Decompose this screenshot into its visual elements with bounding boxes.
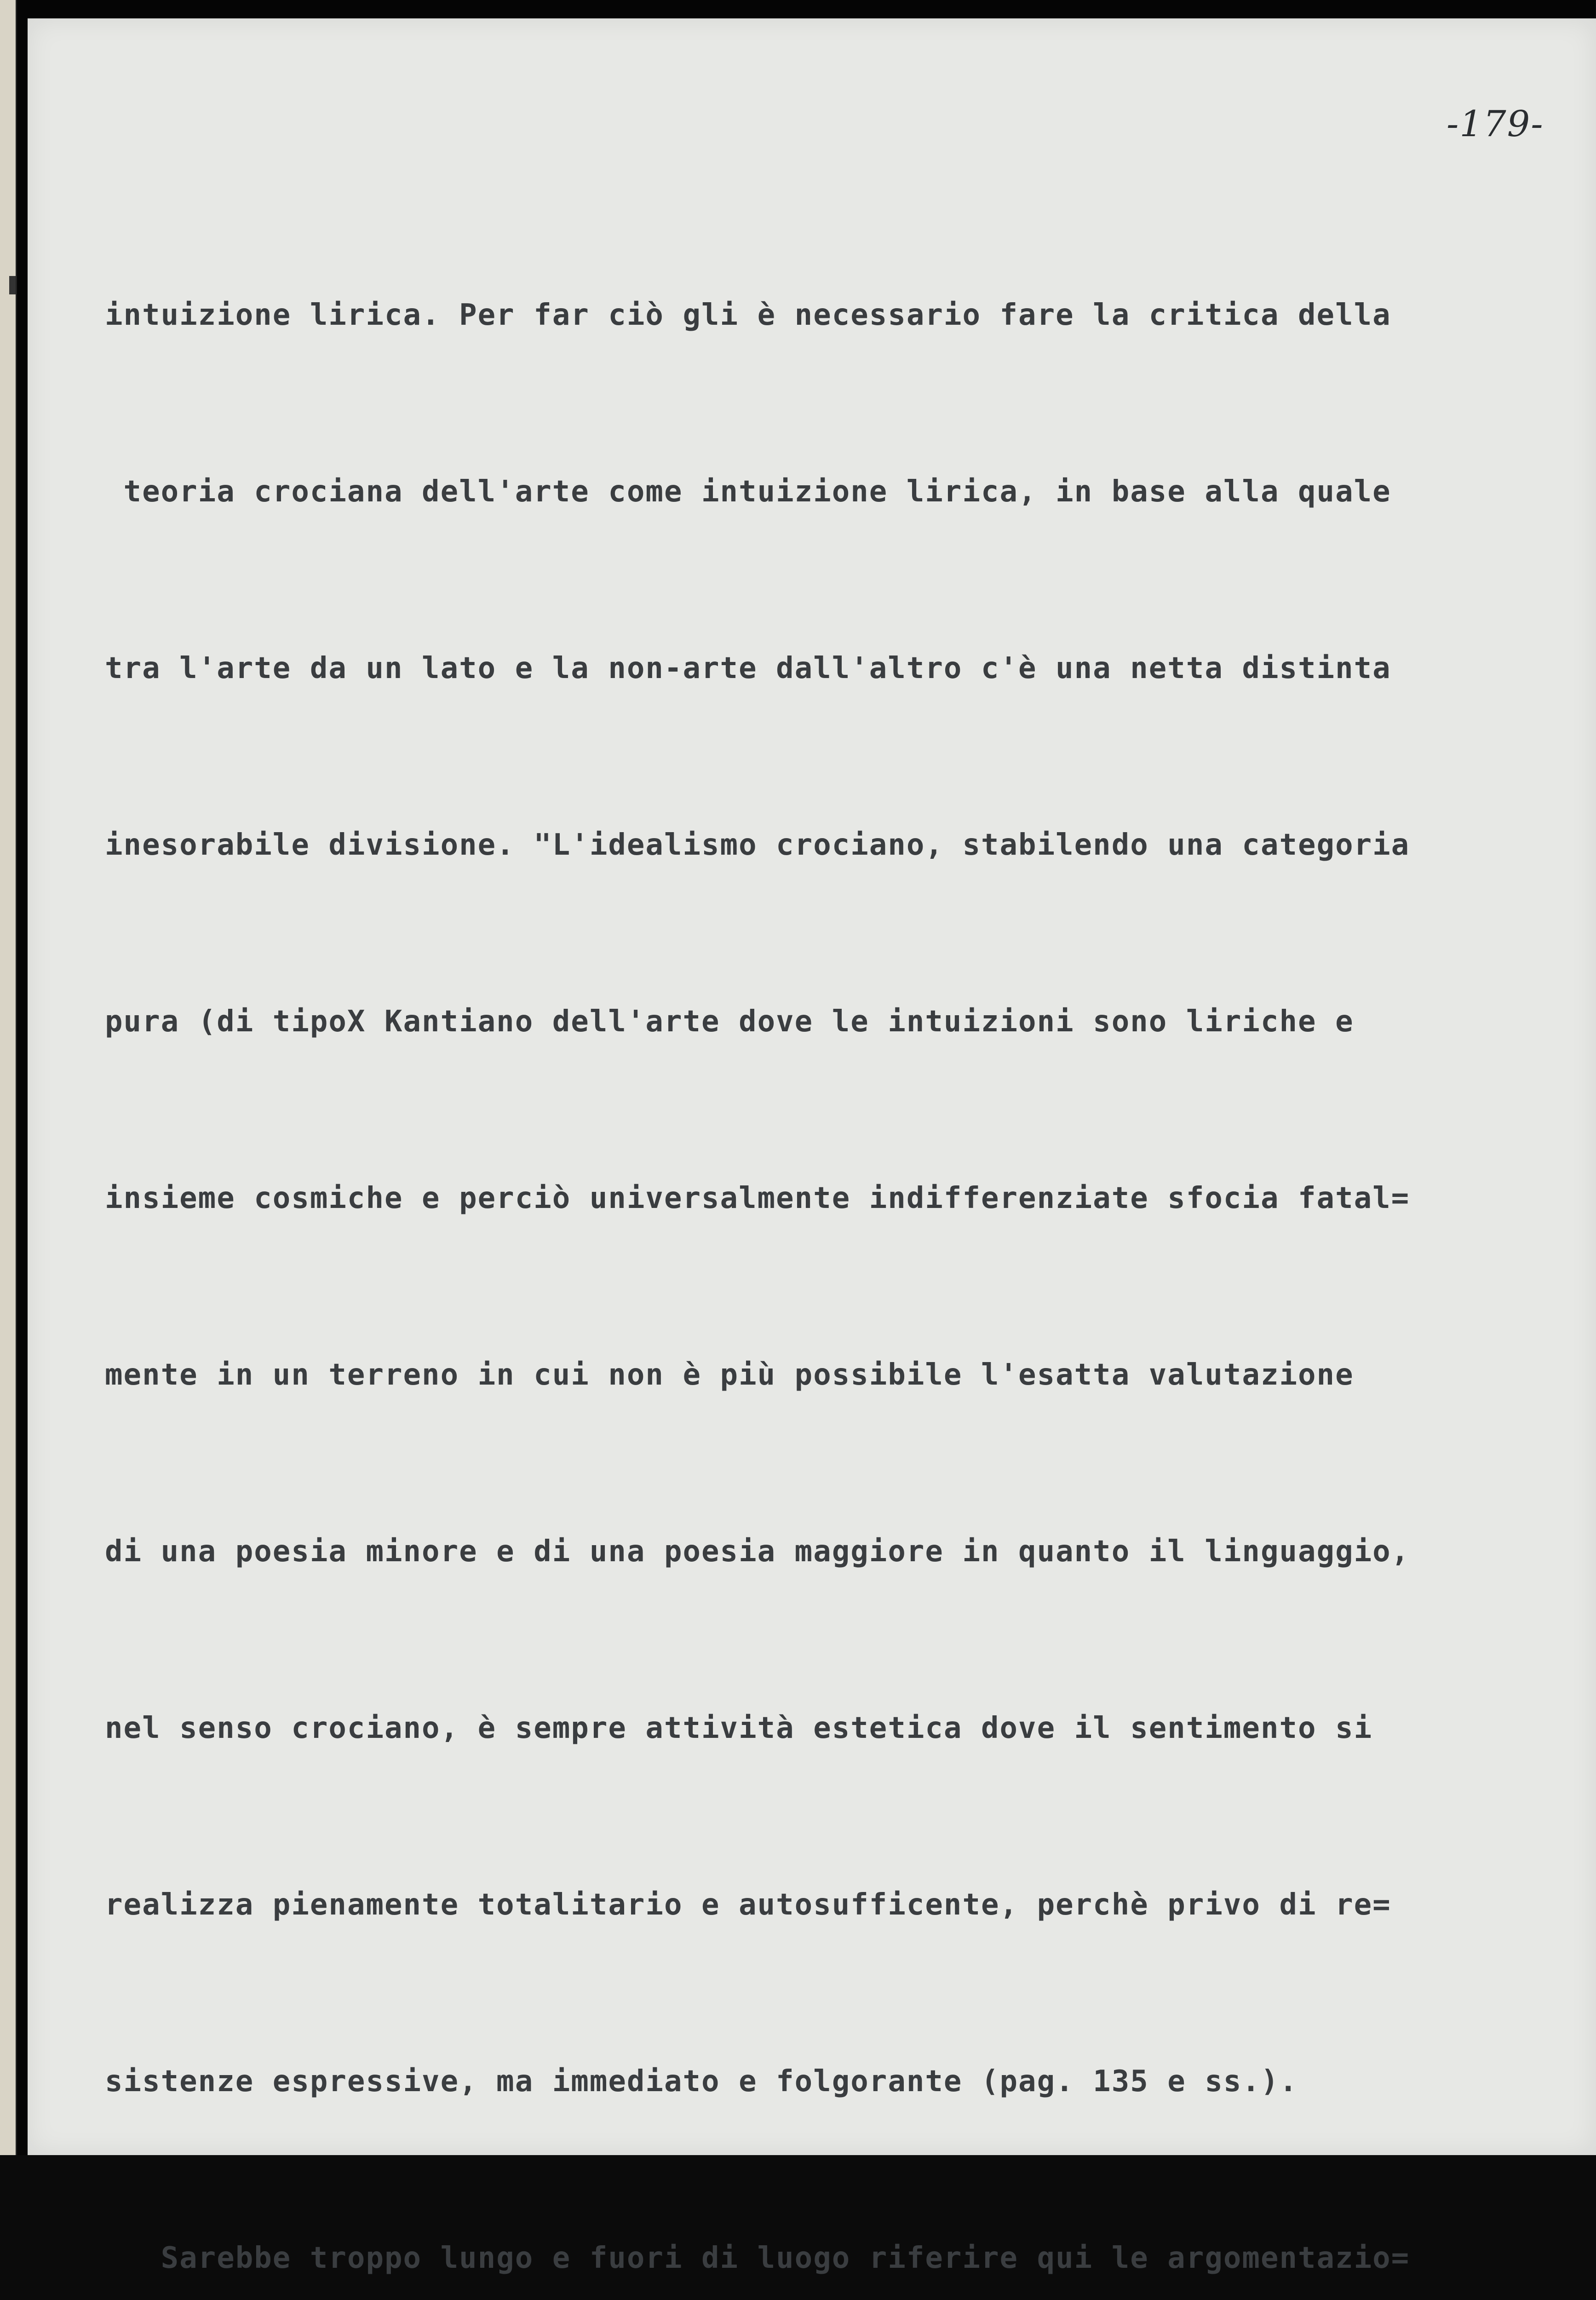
text-line: Sarebbe troppo lungo e fuori di luogo riferire qui le argomentazio= — [105, 2241, 1410, 2275]
page-number: -179- — [1447, 104, 1544, 145]
typewritten-text — [105, 168, 1457, 2300]
text-line: nel senso crociano, è sempre attività estetica dove il sentimento si — [105, 1711, 1373, 1745]
text-line: mente in un terreno in cui non è più possibile l'esatta valutazione — [105, 1358, 1354, 1392]
binding-mark — [9, 276, 16, 294]
text-line: sistenze espressive, ma immediato e folgorante (pag. 135 e ss.). — [105, 2064, 1298, 2099]
text-line: pura (di tipoX Kantiano dell'arte dove le intuizioni sono liriche e — [105, 1005, 1354, 1039]
text-line: realizza pienamente totalitario e autosufficente, perchè privo di re= — [105, 1888, 1391, 1922]
binding-edge — [0, 0, 17, 2155]
text-line: insieme cosmiche e perciò universalmente indifferenziate sfocia fatal= — [105, 1181, 1410, 1215]
text-line: inesorabile divisione. "L'idealismo crociano, stabilendo una categoria — [105, 828, 1410, 862]
text-line: di una poesia minore e di una poesia maggiore in quanto il linguaggio, — [105, 1535, 1410, 1569]
text-line: teoria crociana dell'arte come intuizione lirica, in base alla quale — [105, 475, 1391, 509]
text-line: intuizione lirica. Per far ciò gli è necessario fare la critica della — [105, 298, 1391, 332]
text-line: tra l'arte da un lato e la non-arte dall'altro c'è una netta distinta — [105, 651, 1391, 685]
